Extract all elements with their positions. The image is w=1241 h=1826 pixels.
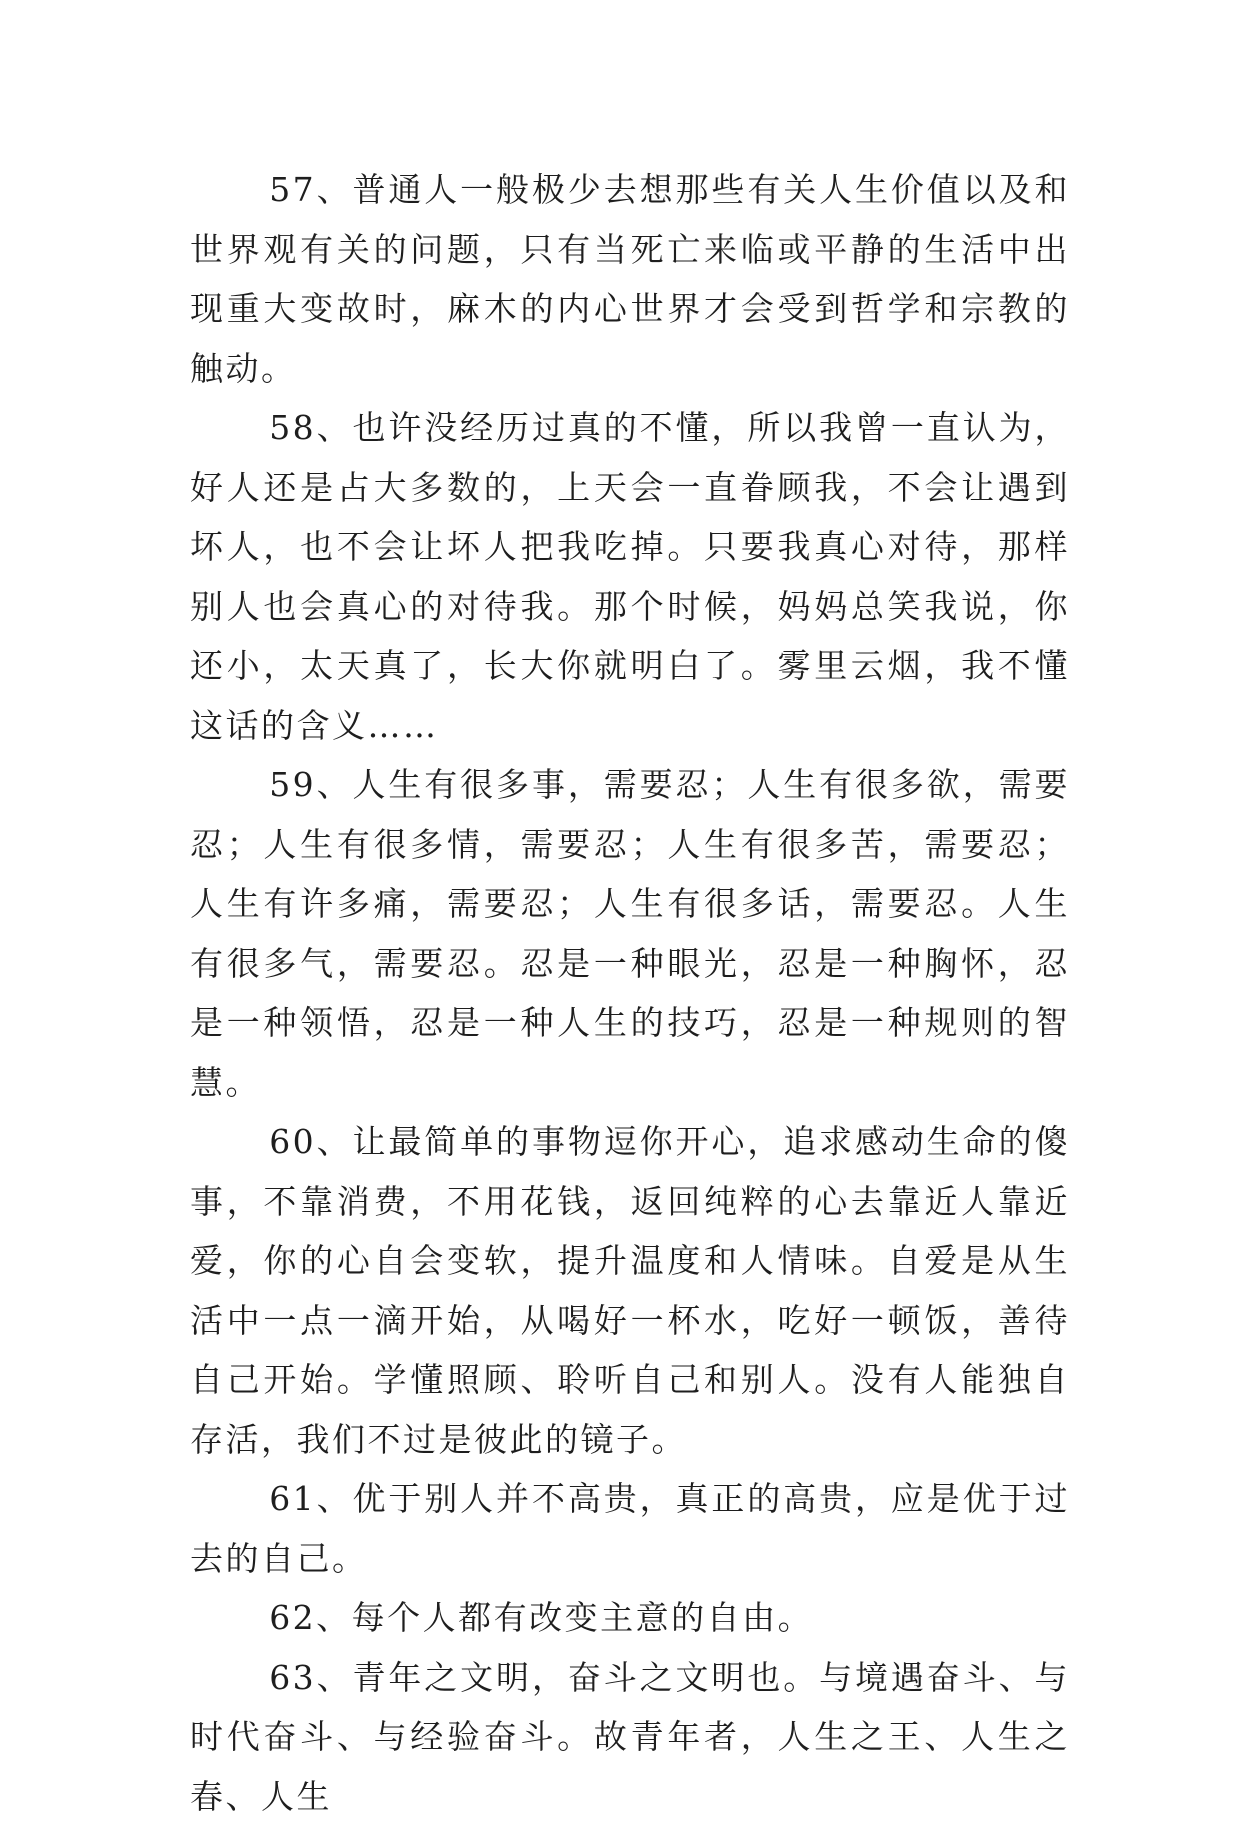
paragraph-62: 62、每个人都有改变主意的自由。 <box>190 1588 1070 1648</box>
paragraph-61: 61、优于别人并不高贵，真正的高贵，应是优于过去的自己。 <box>190 1469 1070 1588</box>
paragraph-63: 63、青年之文明，奋斗之文明也。与境遇奋斗、与时代奋斗、与经验奋斗。故青年者，人生之王、人生之春、人生 <box>190 1648 1070 1826</box>
paragraph-59: 59、人生有很多事，需要忍；人生有很多欲，需要忍；人生有很多情，需要忍；人生有很多苦，需要忍；人生有许多痛，需要忍；人生有很多话，需要忍。人生有很多气，需要忍。忍是一种眼光，忍是一种胸怀，忍是一种领悟，忍是一种人生的技巧，忍是一种规则的智慧。 <box>190 755 1070 1112</box>
document-body <box>190 160 1070 1826</box>
paragraph-60: 60、让最简单的事物逗你开心，追求感动生命的傻事，不靠消费，不用花钱，返回纯粹的心去靠近人靠近爱，你的心自会变软，提升温度和人情味。自爱是从生活中一点一滴开始，从喝好一杯水，吃好一顿饭，善待自己开始。学懂照顾、聆听自己和别人。没有人能独自存活，我们不过是彼此的镜子。 <box>190 1112 1070 1469</box>
paragraph-58: 58、也许没经历过真的不懂，所以我曾一直认为，好人还是占大多数的，上天会一直眷顾我，不会让遇到坏人，也不会让坏人把我吃掉。只要我真心对待，那样别人也会真心的对待我。那个时候，妈妈总笑我说，你还小，太天真了，长大你就明白了。雾里云烟，我不懂这话的含义…… <box>190 398 1070 755</box>
paragraph-57: 57、普通人一般极少去想那些有关人生价值以及和世界观有关的问题，只有当死亡来临或平静的生活中出现重大变故时，麻木的内心世界才会受到哲学和宗教的触动。 <box>190 160 1070 398</box>
